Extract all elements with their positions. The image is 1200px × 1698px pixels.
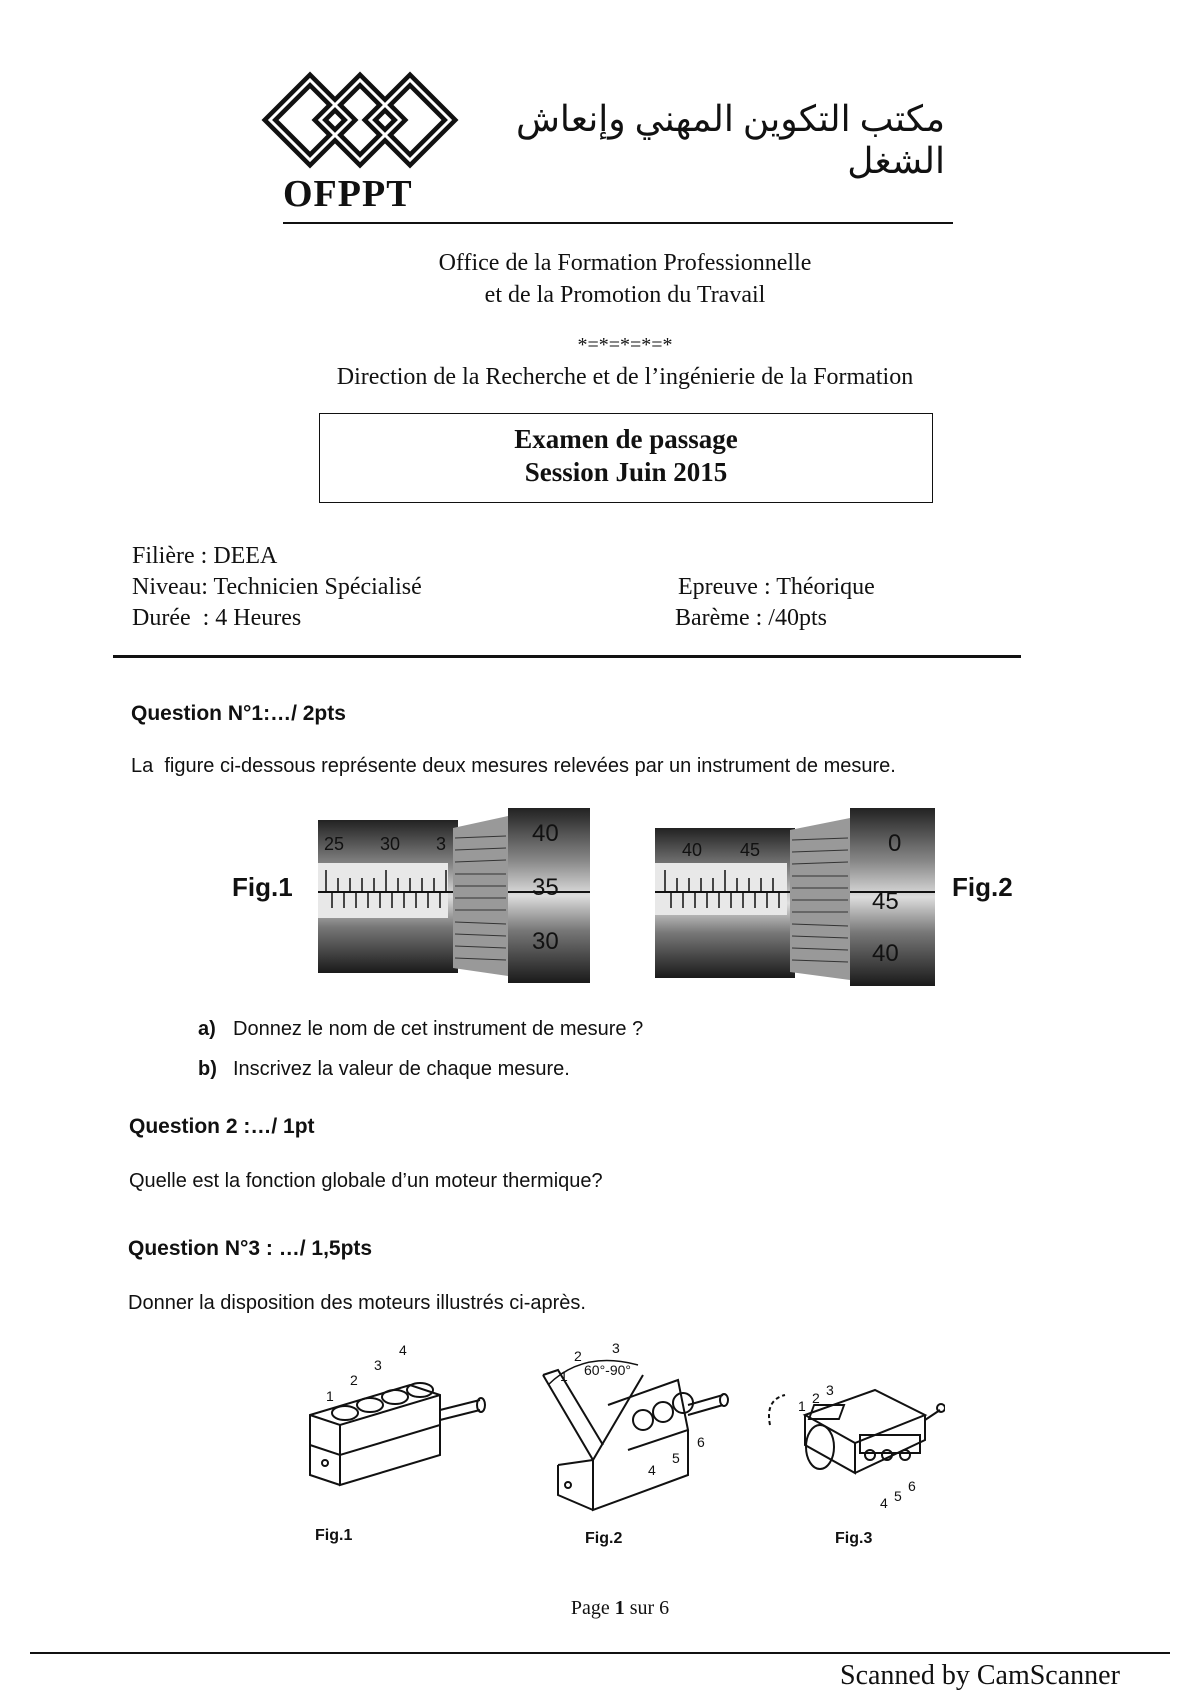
- info-rule: [113, 655, 1021, 658]
- org-abbreviation: OFPPT: [283, 173, 413, 215]
- fig2-sleeve-label: 45: [740, 840, 761, 860]
- engine-flat-drawing: [765, 1375, 945, 1490]
- question-1b-marker: b): [198, 1058, 217, 1080]
- fig2-sleeve-label: 40: [682, 840, 703, 860]
- engine3-cylinder-number: 2: [812, 1390, 820, 1406]
- exam-session: Session Juin 2015: [524, 457, 728, 487]
- engine1-cylinder-number: 1: [326, 1388, 334, 1404]
- fig1-thimble-label: 35: [532, 874, 559, 901]
- micrometer-fig2-label: Fig.2: [952, 872, 1013, 902]
- engine2-cylinder-number: 2: [574, 1348, 582, 1364]
- fig1-sleeve-label: 25: [324, 834, 345, 854]
- question-2-title: Question 2 :…/ 1pt: [129, 1115, 315, 1138]
- question-1-title: Question N°1:…/ 2pts: [131, 702, 346, 725]
- engine2-angle-label: 60°-90°: [584, 1362, 632, 1378]
- office-line-2: et de la Promotion du Travail: [484, 282, 766, 308]
- ofppt-logo: [260, 70, 460, 180]
- filiere: Filière : DEEA: [132, 543, 278, 569]
- engine3-cylinder-number: 3: [826, 1382, 834, 1398]
- engine2-cylinder-number: 6: [697, 1434, 705, 1450]
- question-1-text: La figure ci-dessous représente deux mesures relevées par un instrument de mesure.: [131, 755, 896, 777]
- page-suffix: sur 6: [624, 1597, 670, 1619]
- micrometer-fig1-label: Fig.1: [232, 872, 293, 902]
- office-line-1: Office de la Formation Professionnelle: [438, 250, 812, 276]
- header-rule: [283, 222, 953, 224]
- engine3-cylinder-number: 4: [880, 1495, 888, 1511]
- page-current: 1: [614, 1597, 625, 1619]
- question-3-text: Donner la disposition des moteurs illustrés ci-après.: [128, 1292, 586, 1314]
- niveau: Niveau: Technicien Spécialisé: [132, 574, 422, 600]
- engine3-cylinder-number: 5: [894, 1488, 902, 1504]
- separator: *=*=*=*=*: [577, 334, 673, 356]
- scanner-watermark: Scanned by CamScanner: [840, 1660, 1120, 1691]
- question-1b-text: Inscrivez la valeur de chaque mesure.: [233, 1058, 570, 1080]
- engine-fig2-caption: Fig.2: [585, 1530, 623, 1547]
- engine3-cylinder-number: 1: [798, 1398, 806, 1414]
- page-number: [420, 1597, 820, 1620]
- fig1-sleeve-label: 3: [436, 834, 447, 854]
- engine-v-drawing: [538, 1345, 738, 1520]
- fig2-thimble-label: 45: [872, 888, 899, 915]
- engine1-cylinder-number: 4: [399, 1342, 407, 1358]
- engine2-cylinder-number: 3: [612, 1340, 620, 1356]
- arabic-org-name: مكتب التكوين المهني وإنعاش الشغل: [515, 99, 945, 181]
- engine1-cylinder-number: 2: [350, 1372, 358, 1388]
- fig2-thimble-label: 0: [888, 830, 902, 857]
- epreuve: Epreuve : Théorique: [678, 574, 875, 600]
- exam-title-box: [319, 413, 933, 503]
- question-1a-text: Donnez le nom de cet instrument de mesure ?: [233, 1018, 644, 1040]
- page-prefix: Page: [570, 1597, 615, 1619]
- fig1-thimble-label: 30: [532, 928, 559, 955]
- engine2-cylinder-number: 4: [648, 1462, 656, 1478]
- bareme: Barème : /40pts: [675, 605, 827, 631]
- engine2-cylinder-number: 5: [672, 1450, 680, 1466]
- engine2-cylinder-number: 1: [560, 1368, 568, 1384]
- question-3-title: Question N°3 : …/ 1,5pts: [128, 1237, 373, 1260]
- engine1-cylinder-number: 3: [374, 1357, 382, 1373]
- footer-rule: [30, 1652, 1170, 1654]
- fig2-thimble-label: 40: [872, 940, 899, 967]
- question-1a-marker: a): [198, 1018, 216, 1040]
- engine-fig1-caption: Fig.1: [315, 1527, 353, 1544]
- fig1-sleeve-label: 30: [380, 834, 401, 854]
- engine-fig3-caption: Fig.3: [835, 1530, 873, 1547]
- direction-line: Direction de la Recherche et de l’ingénierie de la Formation: [336, 364, 914, 390]
- engine-inline-drawing: [300, 1345, 490, 1495]
- exam-title: Examen de passage: [514, 424, 738, 454]
- question-2-text: Quelle est la fonction globale d’un moteur thermique?: [129, 1170, 603, 1192]
- engine3-cylinder-number: 6: [908, 1478, 916, 1494]
- fig1-thimble-label: 40: [532, 820, 559, 847]
- duree: Durée : 4 Heures: [132, 605, 302, 631]
